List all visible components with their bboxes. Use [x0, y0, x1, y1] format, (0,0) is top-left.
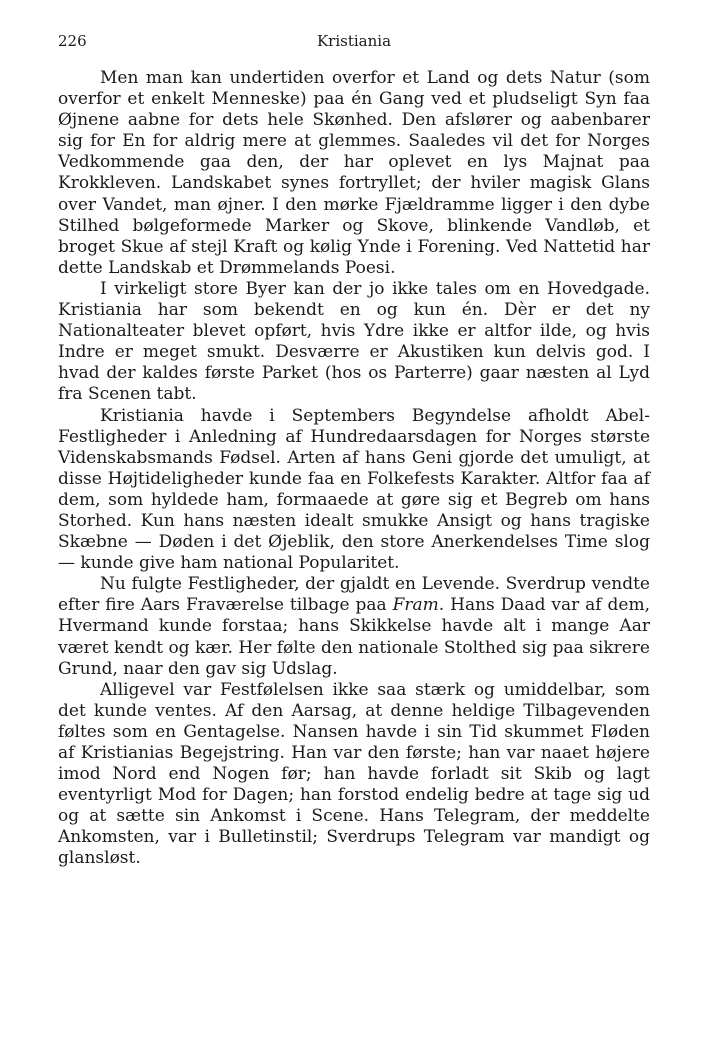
sverdrup-text-after: Hans Daad var af dem, Hvermand kunde forstaa; hans Skikkelse havde alt i mange Aar været kendt og kær. Her følte den nationale Stolthed sig paa sikrere Grund, naar den gav sig Udslag.	[58, 595, 650, 679]
paragraph-festive-feeling: Alligevel var Festfølelsen ikke saa stærk og umiddelbar, som det kunde ventes. Af den Aarsag, at denne heldige Tilbagevenden føltes som en Gentagelse. Nansen havde i sin Tid skummet Fløden af Kristianias Begejstring. Han var den første; han var naaet højere imod Nord end Nogen før; han havde forladt sit Skib og lagt eventyrligt Mod for Dagen; han forstod endelig bedre at tage sig ud og at sætte sin Ankomst i Scene. Hans Telegram, der meddelte Ankomsten, var i Bulletinstil; Sverdrups Telegram var mandigt og glansløst.	[58, 679, 650, 869]
paragraph-abel-festivities: Kristiania havde i Septembers Begyndelse afholdt Abel-Festligheder i Anledning af Hundredaarsdagen for Norges største Videnskabsmands Fødsel. Arten af hans Geni gjorde det umuligt, at disse Højtideligheder kunde faa en Folkefests Karakter. Altfor faa af dem, som hyldede ham, formaaede at gøre sig et Begreb om hans Storhed. Kun hans næsten idealt smukke Ansigt og hans tragiske Skæbne — Døden i det Øjeblik, den store Anerkendelses Time slog — kunde give ham national Popularitet.	[58, 405, 650, 574]
sverdrup-text-before: Nu fulgte Festligheder, der gjaldt en Levende. Sverdrup vendte efter fire Aars Fraværelse tilbage paa	[58, 574, 650, 616]
paragraph-landscape: Men man kan undertiden overfor et Land og dets Natur (som overfor et enkelt Menneske) paa én Gang ved et pludseligt Syn faa Øjnene aabne for dets hele Skønhed. Den afslører og aabenbarer sig for En for aldrig mere at glemmes. Saaledes vil det for Norges Vedkommende gaa den, der har oplevet en lys Majnat paa Krokkleven. Landskabet synes fortryllet; der hviler magisk Glans over Vandet, man øjner. I den mørke Fjældramme ligger i den dybe Stilhed bølgeformede Marker og Skove, blinkende Vandløb, et broget Skue af stejl Kraft og kølig Ynde i Forening. Ved Nattetid har dette Landskab et Drømmelands Poesi.	[58, 68, 650, 278]
body-text	[58, 68, 650, 870]
running-head	[58, 32, 650, 56]
ship-name-fram: Fram.	[392, 595, 445, 616]
paragraph-sverdrup	[58, 574, 650, 679]
page-number: 226	[58, 32, 87, 50]
running-title: Kristiania	[316, 32, 392, 50]
paragraph-theatre: I virkeligt store Byer kan der jo ikke tales om en Hovedgade. Kristiania har som bekendt en og kun én. Dèr er det ny Nationalteater blevet opført, hvis Ydre ikke er altfor ilde, og hvis Indre er meget smukt. Desværre er Akustiken kun delvis god. I hvad der kaldes første Parket (hos os Parterre) gaar næsten al Lyd fra Scenen tabt.	[58, 278, 650, 405]
book-page	[58, 32, 650, 870]
